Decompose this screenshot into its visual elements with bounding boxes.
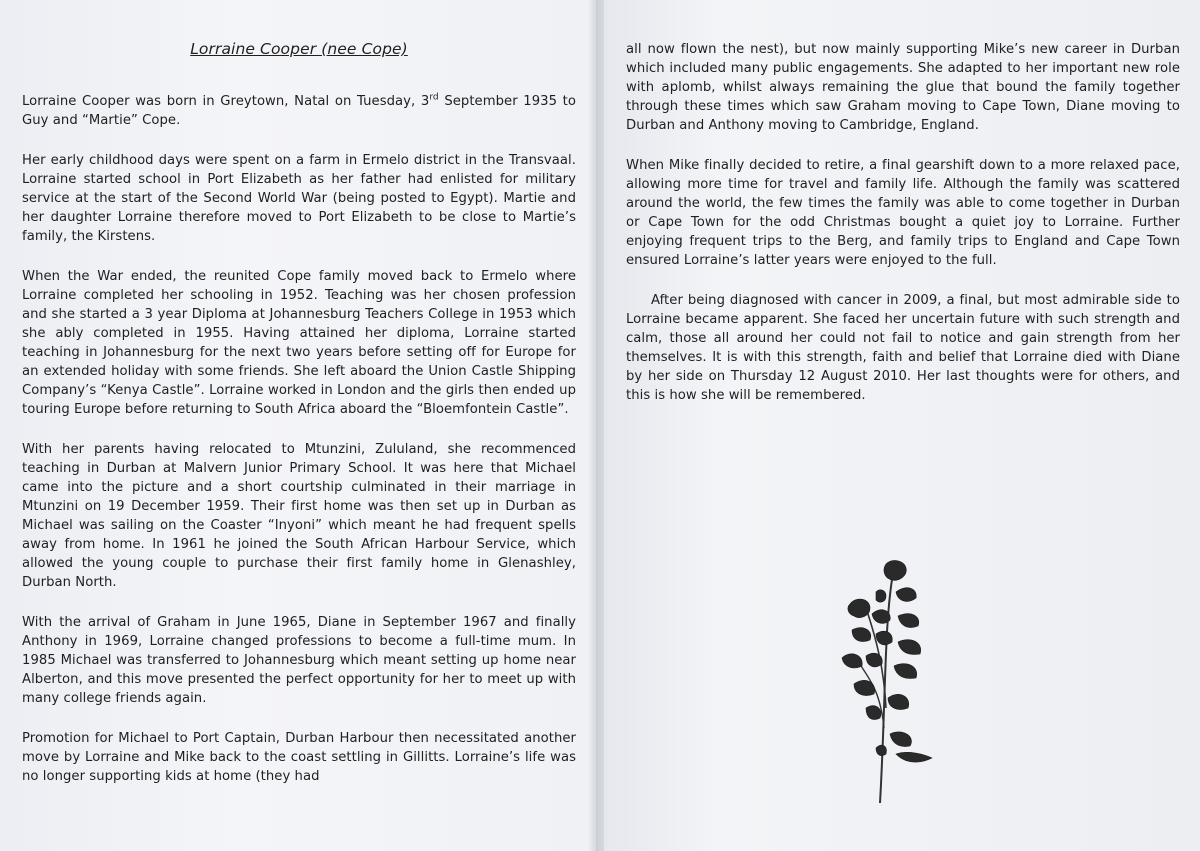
paragraph-marriage: With her parents having relocated to Mtunzini, Zululand, she recommenced teaching in Durban at Malvern Junior Primary School. It was here that Michael came into the picture and a short courtship culminated in their marriage in Mtunzini on 19 December 1959. Their first home was then set up in Durban as Michael was sailing on the Coaster “Inyoni” which meant he had frequent spells away from home. In 1961 he joined the South African Harbour Service, which allowed the young couple to purchase their first family home in Glenashley, Durban North.	[22, 442, 576, 590]
paragraph-retirement: When Mike finally decided to retire, a final gearshift down to a more relaxed pace, allowing more time for travel and family life. Although the family was scattered around the world, the few times the family was able to come together in Durban or Cape Town for the odd Christmas bought a quiet joy to Lorraine. Further enjoying frequent trips to the Berg, and family trips to England and Cape Town ensured Lorraine’s latter years were enjoyed to the full.	[626, 158, 1180, 268]
page-title: Lorraine Cooper (nee Cope)	[190, 40, 408, 58]
paragraph-final: After being diagnosed with cancer in 2009, a final, but most admirable side to Lorraine became apparent. She faced her uncertain future with such strength and calm, those all around her could not fail to notice and gain strength from her themselves. It is with this strength, faith and belief that Lorraine died with Diane by her side on Thursday 12 August 2010. Her last thoughts were for others, and this is how she will be remembered.	[626, 293, 1180, 403]
paragraph-childhood: Her early childhood days were spent on a farm in Ermelo district in the Transvaal. Lorraine started school in Port Elizabeth as her father had enlisted for military service at the start of the Second World War (being posted to Egypt). Martie and her daughter Lorraine therefore moved to Port Elizabeth to be close to Martie’s family, the Kirstens.	[22, 153, 576, 244]
paragraph-continuation: all now flown the nest), but now mainly supporting Mike’s new career in Durban which included many public engagements. She adapted to her important new role with aplomb, whilst always remaining the glue that bound the family together through these times which saw Graham moving to Cape Town, Diane moving to Durban and Anthony moving to Cambridge, England.	[626, 42, 1180, 133]
paragraph-gillitts: Promotion for Michael to Port Captain, Durban Harbour then necessitated another move by Lorraine and Mike back to the coast settling in Gillitts. Lorraine’s life was no longer supporting kids at home (they had	[22, 731, 576, 784]
ordinal-suffix: rd	[429, 92, 439, 103]
left-page	[0, 0, 596, 851]
paragraph-children: With the arrival of Graham in June 1965, Diane in September 1967 and finally Anthony in 1969, Lorraine changed professions to become a full-time mum. In 1985 Michael was transferred to Johannesburg which meant setting up home near Alberton, and this move presented the perfect opportunity for her to meet up with many college friends again.	[22, 615, 576, 706]
intro-paragraph: Lorraine Cooper was born in Greytown, Natal on Tuesday, 3rd September 1935 to Guy and “Martie” Cope.	[22, 92, 576, 128]
page-fold	[596, 0, 604, 851]
paragraph-education: When the War ended, the reunited Cope family moved back to Ermelo where Lorraine completed her schooling in 1952. Teaching was her chosen profession and she started a 3 year Diploma at Johannesburg Teachers College in 1953 which she ably completed in 1955. Having attained her diploma, Lorraine started teaching in Johannesburg for the next two years before setting off for Europe for an extended holiday with some friends. She left aboard the Union Castle Shipping Company’s “Kenya Castle”. Lorraine worked in London and the girls then ended up touring Europe before returning to South Africa aboard the “Bloemfontein Castle”.	[22, 269, 576, 417]
rose-illustration	[836, 558, 946, 808]
